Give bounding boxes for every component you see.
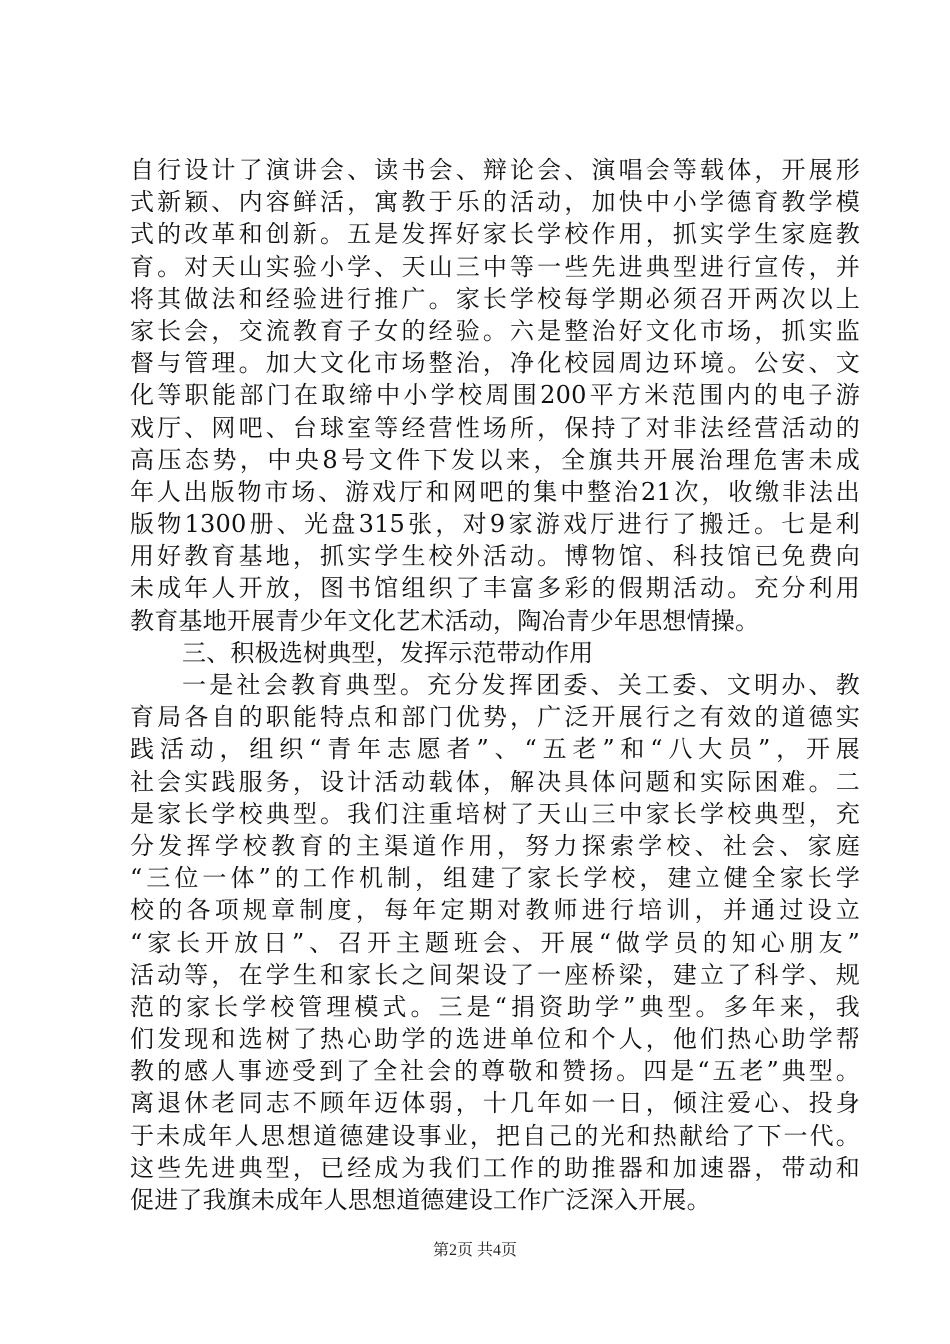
text-line: 这些先进典型，已经成为我们工作的助推器和加速器，带动和 — [130, 1153, 860, 1182]
text-line: 一是社会教育典型。充分发挥团委、关工委、文明办、教 — [182, 671, 860, 699]
text-line: 社会实践服务，设计活动载体，解决具体问题和实际困难。二 — [130, 767, 860, 796]
text-line: 戏厅、网吧、台球室等经营性场所，保持了对非法经营活动的 — [130, 413, 860, 442]
text-line: 们发现和选树了热心助学的选进单位和个人，他们热心助学帮 — [130, 1025, 860, 1054]
text-line: 践活动，组织“青年志愿者”、“五老”和“八大员”，开展 — [130, 735, 860, 764]
text-line: 育局各自的职能特点和部门优势，广泛开展行之有效的道德实 — [130, 703, 860, 732]
text-line: 式新颖、内容鲜活，寓教于乐的活动，加快中小学德育教学模 — [130, 188, 860, 217]
text-line: 教的感人事迹受到了全社会的尊敬和赞扬。四是“五老”典型。 — [130, 1057, 860, 1086]
text-line: 版物1300册、光盘315张，对9家游戏厅进行了搬迁。七是利 — [130, 510, 860, 539]
text-line: 自行设计了演讲会、读书会、辩论会、演唱会等载体，开展形 — [130, 156, 860, 184]
text-line: 促进了我旗未成年人思想道德建设工作广泛深入开展。 — [130, 1186, 711, 1214]
text-line: 未成年人开放，图书馆组织了丰富多彩的假期活动。充分利用 — [130, 574, 860, 603]
section-heading: 三、积极选树典型，发挥示范带动作用 — [182, 638, 594, 667]
text-line: 式的改革和创新。五是发挥好家长学校作用，抓实学生家庭教 — [130, 220, 860, 249]
text-line: 范的家长学校管理模式。三是“捐资助学”典型。多年来，我 — [130, 992, 860, 1021]
text-line: 育。对天山实验小学、天山三中等一些先进典型进行宣传，并 — [130, 252, 860, 281]
text-line: 年人出版物市场、游戏厅和网吧的集中整治21次，收缴非法出 — [130, 477, 860, 506]
text-line: 高压态势，中央8号文件下发以来，全旗共开展治理危害未成 — [130, 445, 860, 474]
text-line: 离退休老同志不顾年迈体弱，十几年如一日，倾注爱心、投身 — [130, 1089, 860, 1118]
text-line: “三位一体”的工作机制，组建了家长学校，建立健全家长学 — [130, 864, 860, 893]
text-line: 是家长学校典型。我们注重培树了天山三中家长学校典型，充 — [130, 799, 860, 828]
document-body — [130, 154, 860, 1216]
text-line: 校的各项规章制度，每年定期对教师进行培训，并通过设立 — [130, 896, 860, 925]
text-line: “家长开放日”、召开主题班会、开展“做学员的知心朋友” — [130, 928, 860, 957]
text-line: 督与管理。加大文化市场整治，净化校园周边环境。公安、文 — [130, 349, 860, 378]
text-line: 化等职能部门在取缔中小学校周围200平方米范围内的电子游 — [130, 381, 860, 410]
text-line: 教育基地开展青少年文化艺术活动，陶冶青少年思想情操。 — [130, 606, 760, 635]
text-line: 将其做法和经验进行推广。家长学校每学期必须召开两次以上 — [130, 284, 860, 313]
text-line: 分发挥学校教育的主渠道作用，努力探索学校、社会、家庭 — [130, 831, 860, 860]
text-line: 活动等，在学生和家长之间架设了一座桥梁，建立了科学、规 — [130, 960, 860, 989]
text-line: 于未成年人思想道德建设事业，把自己的光和热献给了下一代。 — [130, 1121, 860, 1150]
text-line: 家长会，交流教育子女的经验。六是整治好文化市场，抓实监 — [130, 316, 860, 345]
text-line: 用好教育基地，抓实学生校外活动。博物馆、科技馆已免费向 — [130, 542, 860, 571]
page-footer: 第2页 共4页 — [432, 1242, 517, 1259]
